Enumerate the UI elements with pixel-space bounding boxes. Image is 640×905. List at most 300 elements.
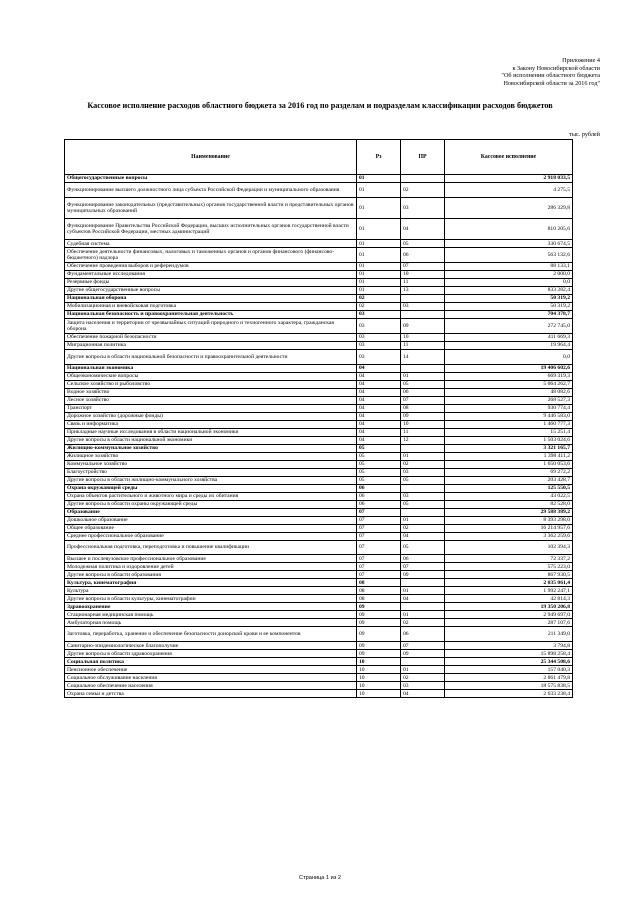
- row-value-cell: 4 275,5: [445, 183, 573, 198]
- table-row: [65, 175, 573, 183]
- row-name-cell: Социальная политика: [65, 658, 357, 666]
- table-row: [65, 619, 573, 627]
- row-rz-cell: 03: [357, 318, 401, 333]
- row-name-cell: Социальное обслуживание населения: [65, 674, 357, 682]
- table-row: [65, 555, 573, 563]
- row-rz-cell: 01: [357, 240, 401, 248]
- row-rz-cell: 01: [357, 262, 401, 270]
- row-value-cell: 82 528,0: [445, 500, 573, 508]
- row-pr-cell: 09: [401, 650, 445, 658]
- row-name-cell: Защита населения и территории от чрезвычайных ситуаций природного и техногенного характера, гражданская оборона: [65, 318, 357, 333]
- row-name-cell: Заготовка, переработка, хранение и обеспечение безопасности донорской крови и ее компонентов: [65, 627, 357, 642]
- row-pr-cell: [401, 294, 445, 302]
- row-value-cell: 102 394,3: [445, 540, 573, 555]
- row-value-cell: 19 406 602,6: [445, 364, 573, 372]
- row-value-cell: 3 321 165,7: [445, 444, 573, 452]
- row-name-cell: Другие вопросы в области здравоохранения: [65, 650, 357, 658]
- row-name-cell: Обеспечение пожарной безопасности: [65, 333, 357, 341]
- appendix-note: [340, 57, 600, 87]
- row-pr-cell: 02: [401, 183, 445, 198]
- table-row: [65, 286, 573, 294]
- row-value-cell: 268 527,3: [445, 396, 573, 404]
- table-header-row: [65, 140, 573, 175]
- row-value-cell: 0,0: [445, 349, 573, 364]
- table-row: [65, 508, 573, 516]
- row-value-cell: 669 319,3: [445, 372, 573, 380]
- expenditure-table: [64, 139, 573, 698]
- table-row: [65, 404, 573, 412]
- row-name-cell: Благоустройство: [65, 468, 357, 476]
- row-name-cell: Культура: [65, 587, 357, 595]
- row-value-cell: 19 964,4: [445, 341, 573, 349]
- row-pr-cell: 11: [401, 341, 445, 349]
- row-pr-cell: 04: [401, 218, 445, 239]
- row-pr-cell: 01: [401, 372, 445, 380]
- row-value-cell: 157 040,3: [445, 666, 573, 674]
- row-pr-cell: 03: [401, 197, 445, 218]
- table-row: [65, 460, 573, 468]
- row-pr-cell: 14: [401, 349, 445, 364]
- row-pr-cell: 06: [401, 388, 445, 396]
- row-value-cell: 15 898 258,4: [445, 650, 573, 658]
- row-value-cell: 272 745,0: [445, 318, 573, 333]
- row-pr-cell: 07: [401, 262, 445, 270]
- row-pr-cell: 10: [401, 333, 445, 341]
- row-name-cell: Здравоохранение: [65, 603, 357, 611]
- row-pr-cell: 04: [401, 595, 445, 603]
- row-value-cell: 2 035 061,4: [445, 579, 573, 587]
- row-value-cell: 1 460 777,3: [445, 420, 573, 428]
- row-name-cell: Стационарная медицинская помощь: [65, 611, 357, 619]
- row-value-cell: 29 588 389,2: [445, 508, 573, 516]
- row-pr-cell: 06: [401, 555, 445, 563]
- table-row: [65, 642, 573, 650]
- row-rz-cell: 04: [357, 436, 401, 444]
- row-name-cell: Дошкольное образование: [65, 516, 357, 524]
- row-name-cell: Профессиональная подготовка, переподготовка и повышение квалификации: [65, 540, 357, 555]
- row-name-cell: Другие вопросы в области национальной безопасности и правоохранительной деятельности: [65, 349, 357, 364]
- page-footer: Страница 1 из 2: [299, 875, 341, 881]
- table-row: [65, 444, 573, 452]
- row-rz-cell: 07: [357, 563, 401, 571]
- row-rz-cell: 01: [357, 286, 401, 294]
- row-value-cell: 72 337,2: [445, 555, 573, 563]
- table-row: [65, 468, 573, 476]
- table-row: [65, 540, 573, 555]
- table-row: [65, 420, 573, 428]
- row-pr-cell: 05: [401, 476, 445, 484]
- table-row: [65, 270, 573, 278]
- row-value-cell: 15 251,4: [445, 428, 573, 436]
- table-row: [65, 579, 573, 587]
- table-row: [65, 428, 573, 436]
- row-value-cell: 810 205,6: [445, 218, 573, 239]
- header-pr: ПР: [401, 140, 445, 175]
- row-pr-cell: 05: [401, 240, 445, 248]
- table-row: [65, 658, 573, 666]
- row-name-cell: Жилищно-коммунальное хозяйство: [65, 444, 357, 452]
- row-rz-cell: 09: [357, 627, 401, 642]
- row-rz-cell: 01: [357, 197, 401, 218]
- table-row: [65, 372, 573, 380]
- row-rz-cell: 08: [357, 587, 401, 595]
- row-value-cell: 2 633 238,4: [445, 690, 573, 698]
- row-pr-cell: [401, 444, 445, 452]
- row-rz-cell: 03: [357, 341, 401, 349]
- row-pr-cell: 03: [401, 492, 445, 500]
- row-value-cell: 211 349,0: [445, 627, 573, 642]
- row-rz-cell: 10: [357, 658, 401, 666]
- row-name-cell: Коммунальное хозяйство: [65, 460, 357, 468]
- table-row: [65, 516, 573, 524]
- row-name-cell: Охрана объектов растительного и животного мира и среды их обитания: [65, 492, 357, 500]
- row-name-cell: Общегосударственные вопросы: [65, 175, 357, 183]
- row-pr-cell: 12: [401, 436, 445, 444]
- row-value-cell: 1 650 053,6: [445, 460, 573, 468]
- row-name-cell: Другие общегосударственные вопросы: [65, 286, 357, 294]
- row-value-cell: 287 107,6: [445, 619, 573, 627]
- table-row: [65, 595, 573, 603]
- row-pr-cell: 02: [401, 524, 445, 532]
- table-row: [65, 240, 573, 248]
- row-rz-cell: 05: [357, 444, 401, 452]
- row-value-cell: 50 319,2: [445, 302, 573, 310]
- row-pr-cell: [401, 579, 445, 587]
- row-name-cell: Миграционная политика: [65, 341, 357, 349]
- row-name-cell: Функционирование законодательных (представительных) органов государственной власти и представительных органов муниципальных образований: [65, 197, 357, 218]
- row-rz-cell: 06: [357, 484, 401, 492]
- table-row: [65, 436, 573, 444]
- row-rz-cell: 04: [357, 412, 401, 420]
- appendix-line-2: к Закону Новосибирской области: [512, 64, 600, 72]
- table-row: [65, 294, 573, 302]
- table-row: [65, 364, 573, 372]
- row-rz-cell: 08: [357, 595, 401, 603]
- row-value-cell: 3 794,8: [445, 642, 573, 650]
- row-name-cell: Среднее профессиональное образование: [65, 532, 357, 540]
- row-value-cell: 2 949 697,0: [445, 611, 573, 619]
- row-pr-cell: 07: [401, 563, 445, 571]
- table-row: [65, 666, 573, 674]
- appendix-line-3: "Об исполнении областного бюджета: [501, 72, 600, 80]
- row-rz-cell: 09: [357, 611, 401, 619]
- row-rz-cell: 01: [357, 175, 401, 183]
- table-row: [65, 248, 573, 263]
- row-name-cell: Функционирование высшего должностного лица субъекта Российской Федерации и муниципального образования: [65, 183, 357, 198]
- table-row: [65, 183, 573, 198]
- table-row: [65, 476, 573, 484]
- row-rz-cell: 10: [357, 666, 401, 674]
- row-pr-cell: 03: [401, 302, 445, 310]
- row-pr-cell: 01: [401, 587, 445, 595]
- row-rz-cell: 03: [357, 349, 401, 364]
- row-pr-cell: 07: [401, 642, 445, 650]
- row-rz-cell: 01: [357, 270, 401, 278]
- row-pr-cell: 08: [401, 404, 445, 412]
- table-row: [65, 302, 573, 310]
- row-rz-cell: 04: [357, 428, 401, 436]
- row-name-cell: Прикладные научные исследования в области национальной экономики: [65, 428, 357, 436]
- row-value-cell: 18 575 838,5: [445, 682, 573, 690]
- table-row: [65, 500, 573, 508]
- row-pr-cell: 05: [401, 380, 445, 388]
- row-name-cell: Общеэкономические вопросы: [65, 372, 357, 380]
- row-pr-cell: 11: [401, 428, 445, 436]
- row-value-cell: 833 282,4: [445, 286, 573, 294]
- row-rz-cell: 10: [357, 682, 401, 690]
- row-name-cell: Образование: [65, 508, 357, 516]
- row-name-cell: Другие вопросы в области жилищно-коммунального хозяйства: [65, 476, 357, 484]
- table-row: [65, 452, 573, 460]
- row-name-cell: Пенсионное обеспечение: [65, 666, 357, 674]
- row-pr-cell: [401, 508, 445, 516]
- table-row: [65, 571, 573, 579]
- row-rz-cell: 06: [357, 492, 401, 500]
- row-value-cell: 563 132,6: [445, 248, 573, 263]
- row-rz-cell: 07: [357, 555, 401, 563]
- row-rz-cell: 07: [357, 508, 401, 516]
- row-value-cell: 930 774,4: [445, 404, 573, 412]
- row-value-cell: 88 133,1: [445, 262, 573, 270]
- header-name: Наименование: [65, 140, 357, 175]
- row-value-cell: 16 214 957,6: [445, 524, 573, 532]
- row-rz-cell: 07: [357, 532, 401, 540]
- row-value-cell: 2 861 479,8: [445, 674, 573, 682]
- table-row: [65, 341, 573, 349]
- row-rz-cell: 05: [357, 452, 401, 460]
- row-name-cell: Другие вопросы в области культуры, кинематографии: [65, 595, 357, 603]
- row-name-cell: Охрана окружающей среды: [65, 484, 357, 492]
- row-value-cell: 704 378,7: [445, 310, 573, 318]
- row-pr-cell: 02: [401, 674, 445, 682]
- table-row: [65, 611, 573, 619]
- row-value-cell: 69 272,2: [445, 468, 573, 476]
- row-name-cell: Национальная оборона: [65, 294, 357, 302]
- row-value-cell: 8 393 298,0: [445, 516, 573, 524]
- table-row: [65, 587, 573, 595]
- table-row: [65, 682, 573, 690]
- row-rz-cell: 04: [357, 420, 401, 428]
- row-name-cell: Высшее и послевузовское профессиональное образование: [65, 555, 357, 563]
- row-rz-cell: 03: [357, 310, 401, 318]
- row-pr-cell: 09: [401, 571, 445, 579]
- table-body: [65, 175, 573, 698]
- table-row: [65, 380, 573, 388]
- row-pr-cell: 05: [401, 540, 445, 555]
- table-row: [65, 278, 573, 286]
- row-pr-cell: [401, 658, 445, 666]
- row-name-cell: Фундаментальные исследования: [65, 270, 357, 278]
- row-rz-cell: 04: [357, 380, 401, 388]
- row-pr-cell: [401, 175, 445, 183]
- row-value-cell: 50 319,2: [445, 294, 573, 302]
- row-rz-cell: 05: [357, 460, 401, 468]
- row-value-cell: 25 344 508,6: [445, 658, 573, 666]
- row-pr-cell: 05: [401, 500, 445, 508]
- row-pr-cell: 01: [401, 516, 445, 524]
- table-row: [65, 318, 573, 333]
- row-rz-cell: 10: [357, 690, 401, 698]
- row-name-cell: Социальное обеспечение населения: [65, 682, 357, 690]
- row-pr-cell: 01: [401, 666, 445, 674]
- row-value-cell: 42 814,3: [445, 595, 573, 603]
- row-rz-cell: 07: [357, 516, 401, 524]
- row-name-cell: Обеспечение проведения выборов и референдумов: [65, 262, 357, 270]
- row-pr-cell: 07: [401, 396, 445, 404]
- row-rz-cell: 01: [357, 278, 401, 286]
- row-name-cell: Другие вопросы в области образования: [65, 571, 357, 579]
- row-name-cell: Сельское хозяйство и рыболовство: [65, 380, 357, 388]
- row-value-cell: 0,0: [445, 278, 573, 286]
- row-pr-cell: 09: [401, 412, 445, 420]
- row-pr-cell: 04: [401, 690, 445, 698]
- row-value-cell: 411 669,3: [445, 333, 573, 341]
- table-row: [65, 218, 573, 239]
- row-value-cell: 867 930,5: [445, 571, 573, 579]
- row-pr-cell: 09: [401, 318, 445, 333]
- row-rz-cell: 04: [357, 404, 401, 412]
- row-pr-cell: 02: [401, 619, 445, 627]
- row-rz-cell: 04: [357, 396, 401, 404]
- table-row: [65, 197, 573, 218]
- row-value-cell: 5 064 262,7: [445, 380, 573, 388]
- row-rz-cell: 03: [357, 333, 401, 341]
- row-rz-cell: 05: [357, 468, 401, 476]
- table-row: [65, 674, 573, 682]
- row-value-cell: 43 022,5: [445, 492, 573, 500]
- row-rz-cell: 04: [357, 372, 401, 380]
- row-rz-cell: 08: [357, 579, 401, 587]
- row-pr-cell: [401, 364, 445, 372]
- row-rz-cell: 05: [357, 476, 401, 484]
- row-value-cell: 19 350 206,8: [445, 603, 573, 611]
- row-pr-cell: 02: [401, 460, 445, 468]
- row-pr-cell: 06: [401, 248, 445, 263]
- row-rz-cell: 07: [357, 524, 401, 532]
- row-name-cell: Культура, кинематография: [65, 579, 357, 587]
- row-value-cell: 330 674,5: [445, 240, 573, 248]
- row-rz-cell: 01: [357, 248, 401, 263]
- table-row: [65, 627, 573, 642]
- row-name-cell: Водное хозяйство: [65, 388, 357, 396]
- row-value-cell: 1 398 411,2: [445, 452, 573, 460]
- row-value-cell: 286 329,8: [445, 197, 573, 218]
- row-name-cell: Лесное хозяйство: [65, 396, 357, 404]
- row-rz-cell: 02: [357, 302, 401, 310]
- row-rz-cell: 04: [357, 364, 401, 372]
- row-pr-cell: 10: [401, 270, 445, 278]
- row-pr-cell: 01: [401, 452, 445, 460]
- row-pr-cell: [401, 603, 445, 611]
- row-name-cell: Национальная экономика: [65, 364, 357, 372]
- row-rz-cell: 02: [357, 294, 401, 302]
- row-value-cell: 1 503 024,6: [445, 436, 573, 444]
- table-row: [65, 484, 573, 492]
- row-name-cell: Молодежная политика и оздоровление детей: [65, 563, 357, 571]
- row-name-cell: Амбулаторная помощь: [65, 619, 357, 627]
- row-rz-cell: 01: [357, 183, 401, 198]
- row-pr-cell: 11: [401, 278, 445, 286]
- row-pr-cell: 03: [401, 682, 445, 690]
- row-name-cell: Транспорт: [65, 404, 357, 412]
- row-rz-cell: 09: [357, 650, 401, 658]
- unit-label: тыс. рублей: [569, 131, 600, 138]
- row-value-cell: 2 918 033,5: [445, 175, 573, 183]
- row-pr-cell: [401, 310, 445, 318]
- row-value-cell: 125 550,5: [445, 484, 573, 492]
- row-value-cell: 2 000,0: [445, 270, 573, 278]
- row-rz-cell: 01: [357, 218, 401, 239]
- table-row: [65, 412, 573, 420]
- row-value-cell: 1 992 247,1: [445, 587, 573, 595]
- row-pr-cell: 03: [401, 468, 445, 476]
- table-row: [65, 349, 573, 364]
- row-name-cell: Резервные фонды: [65, 278, 357, 286]
- table-row: [65, 603, 573, 611]
- row-rz-cell: 04: [357, 388, 401, 396]
- row-name-cell: Охрана семьи и детства: [65, 690, 357, 698]
- row-rz-cell: 06: [357, 500, 401, 508]
- row-name-cell: Связь и информатика: [65, 420, 357, 428]
- row-pr-cell: 04: [401, 532, 445, 540]
- row-value-cell: 9 446 583,0: [445, 412, 573, 420]
- row-name-cell: Функционирование Правительства Российской Федерации, высших исполнительных органов государственной власти субъектов Российской Федерации, местных администраций: [65, 218, 357, 239]
- row-rz-cell: 07: [357, 540, 401, 555]
- table-row: [65, 532, 573, 540]
- row-value-cell: 3 362 259,6: [445, 532, 573, 540]
- row-name-cell: Жилищное хозяйство: [65, 452, 357, 460]
- row-name-cell: Мобилизационная и вневойсковая подготовка: [65, 302, 357, 310]
- row-value-cell: 575 223,0: [445, 563, 573, 571]
- row-name-cell: Другие вопросы в области национальной экономики: [65, 436, 357, 444]
- row-name-cell: Дорожное хозяйство (дорожные фонды): [65, 412, 357, 420]
- table-row: [65, 563, 573, 571]
- table-row: [65, 388, 573, 396]
- table-row: [65, 310, 573, 318]
- row-value-cell: 203 428,7: [445, 476, 573, 484]
- table-row: [65, 333, 573, 341]
- row-name-cell: Другие вопросы в области охраны окружающей среды: [65, 500, 357, 508]
- appendix-line-4: Новосибирской области за 2016 год": [503, 79, 600, 87]
- header-value: Кассовое исполнение: [445, 140, 573, 175]
- row-name-cell: Обеспечение деятельности финансовых, налоговых и таможенных органов и органов финансового (финансово-бюджетного) надзора: [65, 248, 357, 263]
- table-row: [65, 650, 573, 658]
- table-row: [65, 524, 573, 532]
- row-pr-cell: 10: [401, 420, 445, 428]
- row-name-cell: Судебная система: [65, 240, 357, 248]
- appendix-line-1: Приложение 4: [562, 57, 600, 64]
- table-row: [65, 262, 573, 270]
- row-pr-cell: 01: [401, 611, 445, 619]
- row-rz-cell: 09: [357, 642, 401, 650]
- table-row: [65, 690, 573, 698]
- row-value-cell: 48 082,6: [445, 388, 573, 396]
- row-rz-cell: 09: [357, 603, 401, 611]
- row-pr-cell: 06: [401, 627, 445, 642]
- table-row: [65, 492, 573, 500]
- header-rz: Рз: [357, 140, 401, 175]
- row-name-cell: Общее образование: [65, 524, 357, 532]
- row-name-cell: Национальная безопасность и правоохранительная деятельность: [65, 310, 357, 318]
- row-rz-cell: 09: [357, 619, 401, 627]
- row-name-cell: Санитарно-эпидемиологическое благополучие: [65, 642, 357, 650]
- document-title: Кассовое исполнение расходов областного бюджета за 2016 год по разделам и подразделам классификации расходов бюджетов: [87, 101, 553, 110]
- table-row: [65, 396, 573, 404]
- row-rz-cell: 10: [357, 674, 401, 682]
- row-pr-cell: 13: [401, 286, 445, 294]
- row-pr-cell: [401, 484, 445, 492]
- row-rz-cell: 07: [357, 571, 401, 579]
